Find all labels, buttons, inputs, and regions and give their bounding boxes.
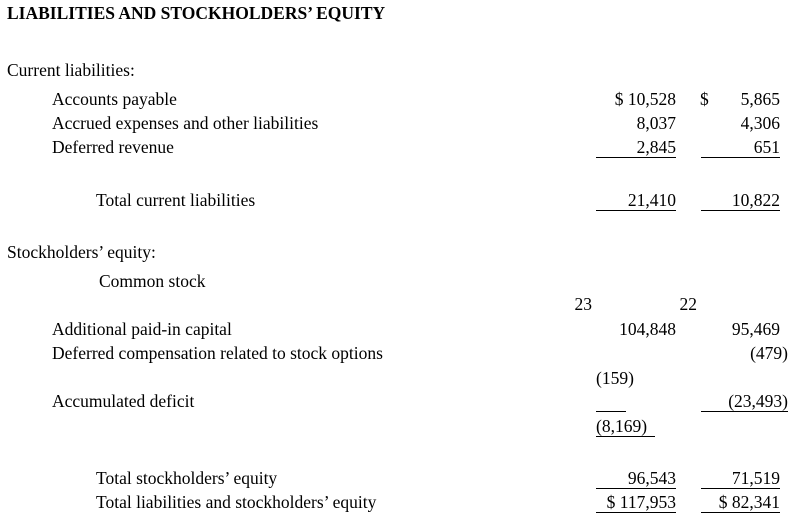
value-accrued-expenses-col1: 8,037 — [636, 113, 676, 133]
section-label-current-liabilities: Current liabilities: — [7, 60, 135, 80]
value-deferred-compensation-col1: (159) — [596, 368, 634, 388]
row-label-accounts-payable: Accounts payable — [52, 89, 177, 109]
value-accounts-payable-col2: 5,865 — [740, 89, 780, 109]
row-label-deferred-revenue: Deferred revenue — [52, 137, 174, 157]
value-accounts-payable-col1: $ 10,528 — [614, 89, 676, 109]
page-title: LIABILITIES AND STOCKHOLDERS’ EQUITY — [7, 3, 386, 23]
underline-deferred-revenue-col1 — [596, 157, 676, 158]
row-label-total-stockholders-equity: Total stockholders’ equity — [96, 468, 278, 488]
value-total-liabilities-and-equity-col1: $ 117,953 — [606, 492, 676, 512]
value-deferred-compensation-col2: (479) — [750, 343, 788, 363]
underline-deferred-revenue-col2 — [701, 157, 780, 158]
underline-accumulated-deficit-col1 — [596, 436, 655, 437]
value-total-current-liabilities-col1: 21,410 — [627, 190, 676, 210]
value-common-stock-col2: 22 — [679, 294, 697, 314]
underline-total-stockholders-equity-col2 — [701, 488, 780, 489]
underline-deferred-compensation-col1 — [596, 411, 626, 412]
section-label-stockholders-equity: Stockholders’ equity: — [7, 242, 156, 262]
underline-total-current-liabilities-col1 — [596, 210, 676, 211]
row-label-accumulated-deficit: Accumulated deficit — [52, 391, 195, 411]
underline-total-liabilities-and-equity-col2 — [701, 512, 780, 513]
underline-total-stockholders-equity-col1 — [596, 488, 676, 489]
value-total-current-liabilities-col2: 10,822 — [731, 190, 780, 210]
row-label-deferred-compensation: Deferred compensation related to stock options — [52, 343, 383, 363]
row-label-common-stock: Common stock — [99, 271, 206, 291]
value-total-liabilities-and-equity-col2: $ 82,341 — [718, 492, 780, 512]
value-deferred-revenue-col1: 2,845 — [636, 137, 676, 157]
value-deferred-revenue-col2: 651 — [753, 137, 780, 157]
row-label-additional-paid-in-capital: Additional paid-in capital — [52, 319, 232, 339]
value-accrued-expenses-col2: 4,306 — [740, 113, 780, 133]
value-total-stockholders-equity-col2: 71,519 — [731, 468, 780, 488]
row-label-total-current-liabilities: Total current liabilities — [96, 190, 256, 210]
value-apic-col1: 104,848 — [619, 319, 676, 339]
value-apic-col2: 95,469 — [731, 319, 780, 339]
value-total-stockholders-equity-col1: 96,543 — [627, 468, 676, 488]
currency-accounts-payable-col2: $ — [700, 89, 709, 109]
value-common-stock-col1: 23 — [574, 294, 592, 314]
value-accumulated-deficit-col2: (23,493) — [728, 391, 788, 411]
row-label-accrued-expenses: Accrued expenses and other liabilities — [52, 113, 319, 133]
row-label-total-liabilities-and-equity: Total liabilities and stockholders’ equity — [96, 492, 377, 512]
underline-total-current-liabilities-col2 — [701, 210, 780, 211]
underline-total-liabilities-and-equity-col1 — [596, 512, 676, 513]
value-accumulated-deficit-col1: (8,169) — [596, 416, 648, 436]
underline-accumulated-deficit-col2 — [701, 411, 788, 412]
